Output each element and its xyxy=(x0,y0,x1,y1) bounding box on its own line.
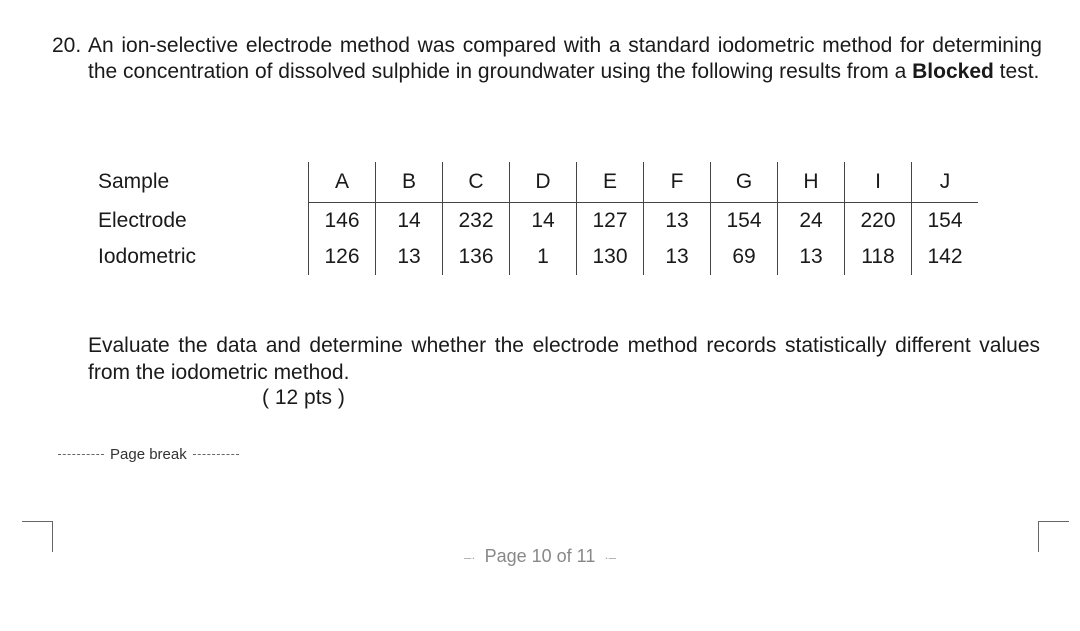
sample-header-g: G xyxy=(711,162,778,203)
page-break-label: Page break xyxy=(110,446,187,463)
question-text-part-1: An ion-selective electrode method was compared with a standard iodometric method for determining the concentration of dissolved sulphide in groundwater using the following results from a xyxy=(88,34,1042,83)
electrode-value: 232 xyxy=(443,203,510,240)
electrode-value: 24 xyxy=(778,203,845,240)
footer-tick-left: –· xyxy=(464,550,476,565)
row-label-iodometric: Iodometric xyxy=(98,245,197,268)
page-break-marker xyxy=(52,446,245,463)
iodometric-value: 1 xyxy=(510,239,577,275)
sample-header-b: B xyxy=(376,162,443,203)
question-text-part-2: test. xyxy=(993,60,1040,83)
footer-tick-right: ·– xyxy=(604,550,616,565)
electrode-value: 14 xyxy=(510,203,577,240)
sample-header-f: F xyxy=(644,162,711,203)
iodometric-value: 13 xyxy=(376,239,443,275)
question-bold-term: Blocked xyxy=(912,60,994,83)
results-table xyxy=(90,162,978,275)
evaluation-instruction: Evaluate the data and determine whether the electrode method records statistically different values from the iodometric method. xyxy=(88,334,1040,384)
electrode-value: 154 xyxy=(711,203,778,240)
row-label-sample: Sample xyxy=(98,170,170,194)
iodometric-value: 118 xyxy=(845,239,912,275)
row-label-electrode: Electrode xyxy=(98,208,187,232)
dashed-line xyxy=(193,454,239,455)
electrode-value: 154 xyxy=(912,203,979,240)
sample-header-j: J xyxy=(912,162,979,203)
sample-header-h: H xyxy=(778,162,845,203)
electrode-value: 146 xyxy=(309,203,376,240)
electrode-value: 14 xyxy=(376,203,443,240)
sample-header-i: I xyxy=(845,162,912,203)
iodometric-value: 126 xyxy=(309,239,376,275)
sample-header-c: C xyxy=(443,162,510,203)
iodometric-value: 13 xyxy=(778,239,845,275)
points-value: ( 12 pts ) xyxy=(262,386,345,409)
iodometric-value: 13 xyxy=(644,239,711,275)
electrode-value: 220 xyxy=(845,203,912,240)
page-number-label: Page 10 of 11 xyxy=(484,546,596,566)
table-row-sample xyxy=(90,162,978,203)
table-row-iodometric xyxy=(90,239,978,275)
table-row-electrode xyxy=(90,203,978,240)
question-block xyxy=(52,33,1042,85)
sample-header-e: E xyxy=(577,162,644,203)
electrode-value: 127 xyxy=(577,203,644,240)
electrode-value: 13 xyxy=(644,203,711,240)
iodometric-value: 142 xyxy=(912,239,979,275)
iodometric-value: 69 xyxy=(711,239,778,275)
sample-header-a: A xyxy=(309,162,376,203)
iodometric-value: 136 xyxy=(443,239,510,275)
question-number: 20. xyxy=(52,34,82,57)
page-number-footer xyxy=(0,546,1080,567)
iodometric-value: 130 xyxy=(577,239,644,275)
sample-header-d: D xyxy=(510,162,577,203)
question-text xyxy=(88,33,1042,85)
dashed-line xyxy=(58,454,104,455)
